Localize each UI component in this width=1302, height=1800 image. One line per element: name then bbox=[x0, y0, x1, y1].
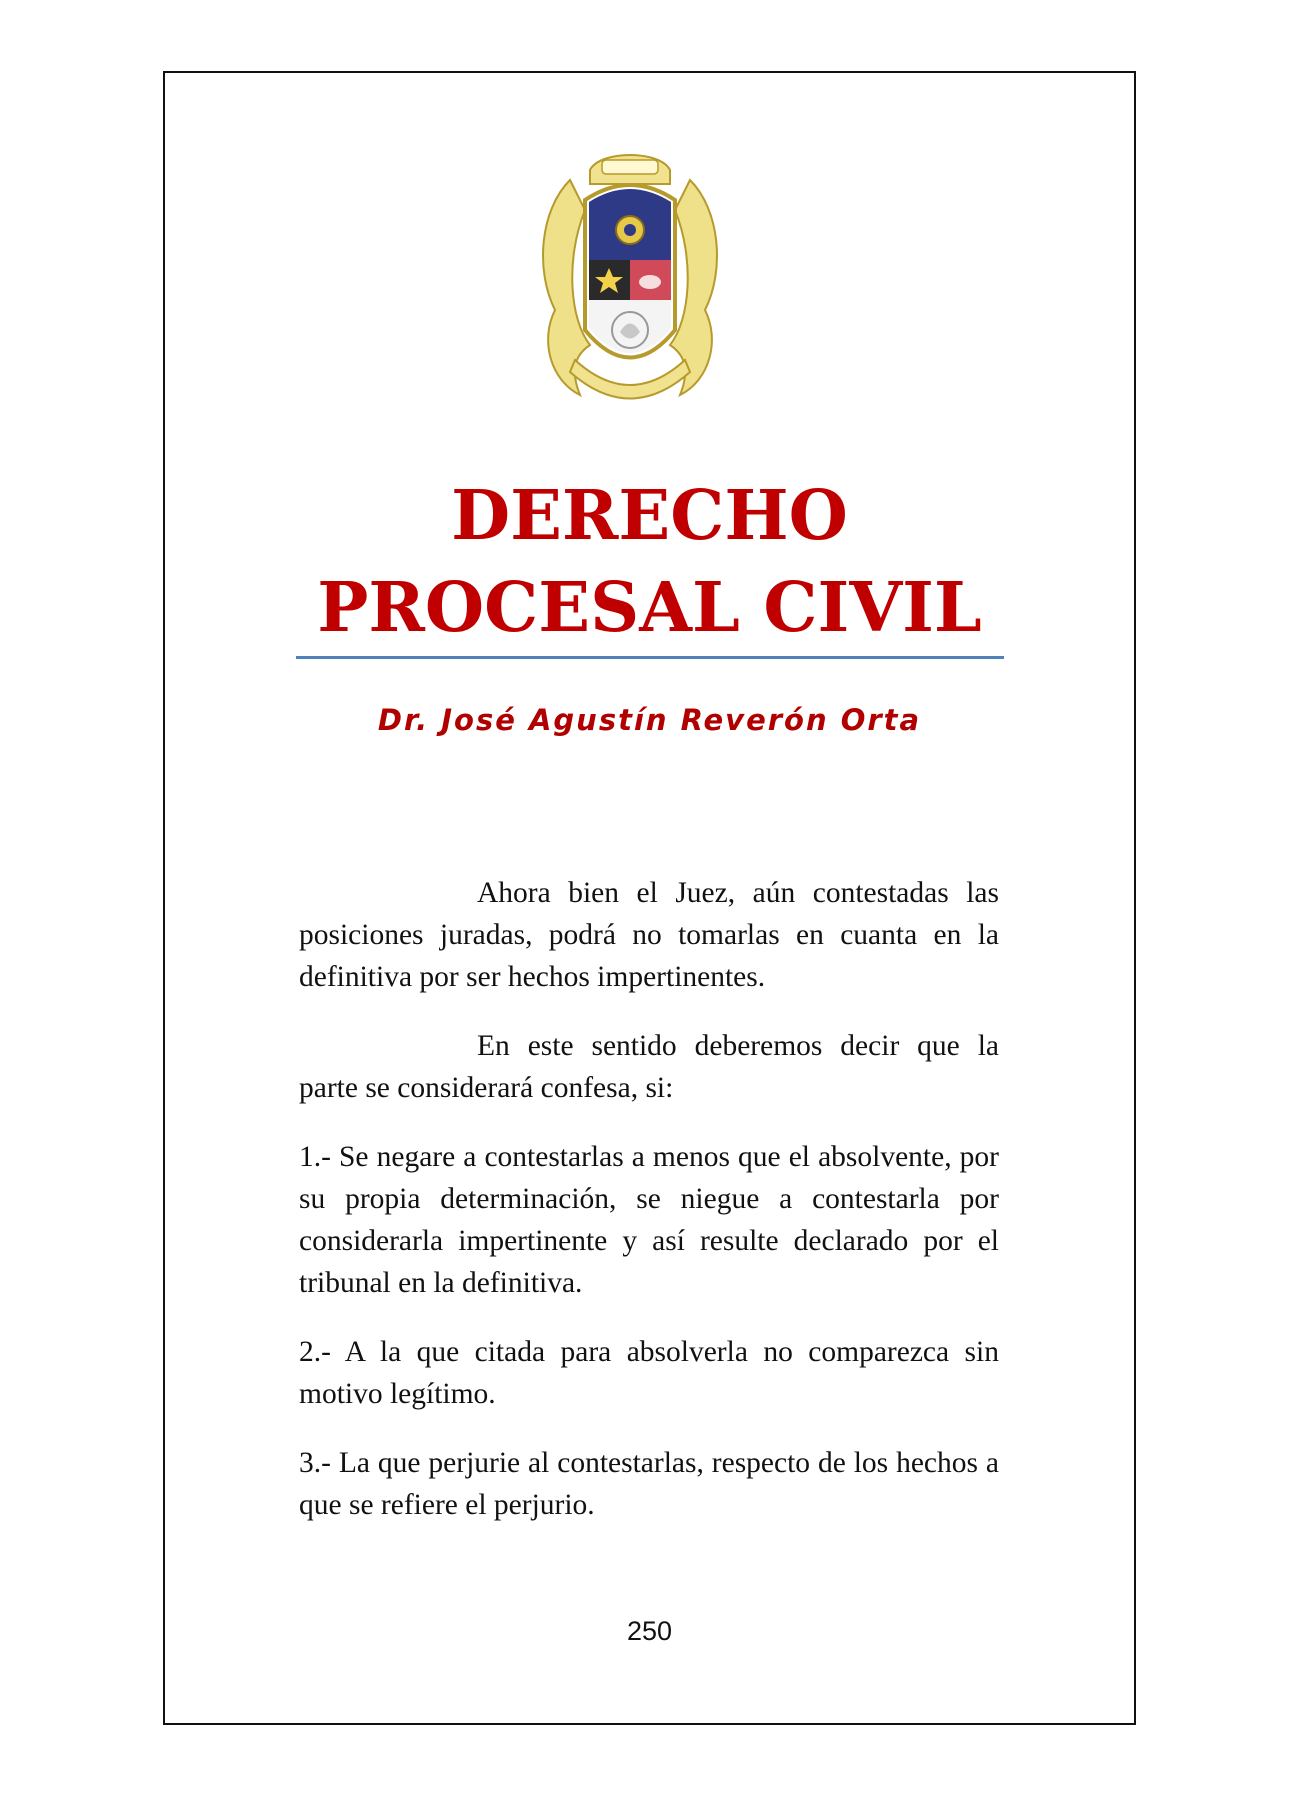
title-divider bbox=[296, 656, 1004, 659]
author-name: Dr. José Agustín Reverón Orta bbox=[377, 703, 922, 737]
paragraph-2: En este sentido deberemos decir que la parte se considerará confesa, si: bbox=[299, 1030, 999, 1104]
paragraph-1: Ahora bien el Juez, aún contestadas las posiciones juradas, podrá no tomarlas en cuanta en la definitiva por ser hechos impertinentes. bbox=[299, 877, 999, 993]
document-title bbox=[163, 470, 1136, 654]
title-line-1: DERECHO bbox=[451, 476, 848, 556]
list-item-2: 2.- A la que citada para absolverla no comparezca sin motivo legítimo. bbox=[299, 1336, 999, 1410]
title-line-2: PROCESAL CIVIL bbox=[317, 568, 982, 648]
body-text bbox=[299, 872, 999, 1553]
list-item-1: 1.- Se negare a contestarlas a menos que el absolvente, por su propia determinación, se niegue a contestarla por considerarla impertinente y así resulte declarado por el tribunal en la definitiva. bbox=[299, 1141, 999, 1299]
page-number: 250 bbox=[626, 1616, 673, 1646]
coat-of-arms-crest-icon bbox=[530, 140, 730, 420]
list-item-3: 3.- La que perjurie al contestarlas, respecto de los hechos a que se refiere el perjurio. bbox=[299, 1447, 999, 1521]
